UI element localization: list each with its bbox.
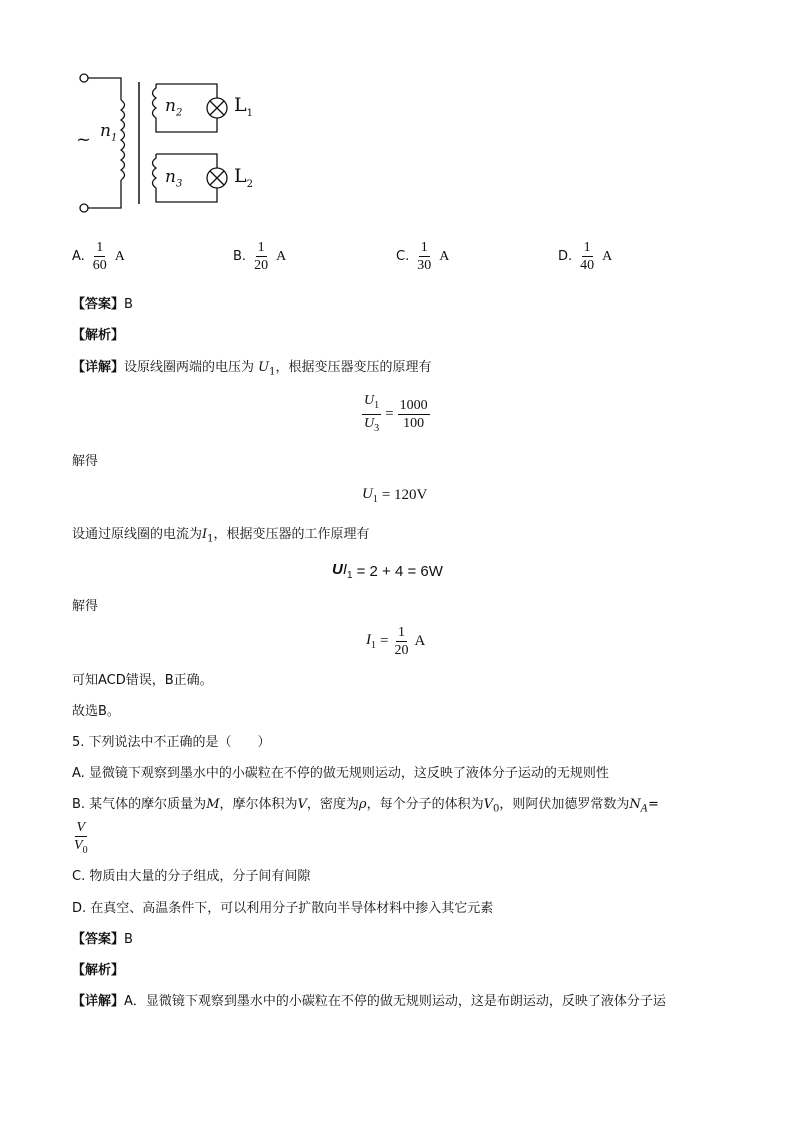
option-letter: A. <box>72 249 85 264</box>
q5-option-d: D. 在真空、高温条件下，可以利用分子扩散向半导体材料中掺入其它元素 <box>72 901 494 916</box>
option-letter: B. <box>233 249 247 264</box>
q5-detail-line: 【详解】A．显微镜下观察到墨水中的小碳粒在不停的做无规则运动，这是布朗运动，反映了液体分子运 <box>72 994 666 1009</box>
q5-option-b-fraction: $\frac{V}{V_0}$ <box>74 820 88 856</box>
q5-analysis-label: 【解析】 <box>72 963 125 978</box>
q4-conclusion: 可知ACD错误，B正确。 <box>72 673 213 688</box>
primary-turns-label: $n_1$ <box>100 121 118 144</box>
option-unit: A <box>439 248 450 264</box>
q5-option-b: B. 某气体的摩尔质量为M，摩尔体积为V，密度为ρ，每个分子的体积为$V_0$，则阿伏加德罗常数为$N_A=$ <box>72 797 659 815</box>
secondary-top-coil <box>153 84 157 124</box>
option-fraction: $\frac{1}{30}$ <box>417 240 432 273</box>
option-fraction: $\frac{1}{20}$ <box>254 240 269 273</box>
input-terminal-top <box>80 74 88 82</box>
q5-option-a: A. 显微镜下观察到墨水中的小碳粒在不停的做无规则运动，这反映了液体分子运动的无规则性 <box>72 766 609 781</box>
q4-analysis-label: 【解析】 <box>72 328 125 343</box>
transformer-circuit-diagram <box>60 62 280 222</box>
q4-solve-label-2: 解得 <box>72 599 99 614</box>
option-fraction: $\frac{1}{60}$ <box>92 240 107 273</box>
secondary-bottom-turns-label: $n_3$ <box>165 167 183 190</box>
option-letter: D. <box>558 249 573 264</box>
q4-equation-2: $U_1$ = 120V <box>362 486 428 505</box>
option-unit: A <box>114 248 125 264</box>
q4-equation-3: $UI_1$ = 2 + 4 = 6W <box>332 561 443 581</box>
q5-stem: 5. 下列说法中不正确的是（ ） <box>72 735 271 750</box>
option-b <box>233 240 286 273</box>
q4-solve-label-1: 解得 <box>72 454 99 469</box>
option-a <box>72 240 125 273</box>
lamp-l1-icon <box>207 98 227 118</box>
q4-answer: 【答案】B <box>72 297 133 312</box>
lamp-l1-label: $L_1$ <box>234 94 253 119</box>
option-letter: C. <box>396 249 410 264</box>
q5-option-c: C. 物质由大量的分子组成，分子间有间隙 <box>72 869 311 884</box>
option-fraction: $\frac{1}{40}$ <box>580 240 595 273</box>
primary-coil <box>121 100 125 180</box>
q4-detail-line-2: 设通过原线圈的电流为$I_1$，根据变压器的工作原理有 <box>72 527 370 545</box>
option-unit: A <box>276 248 287 264</box>
q4-choice: 故选B。 <box>72 704 120 719</box>
option-d <box>558 240 612 273</box>
q4-equation-1: $\frac{U_1}{U_3}$ = $\frac{1000}{100}$ <box>364 393 428 434</box>
secondary-bottom-coil <box>153 154 157 194</box>
lamp-l2-label: $L_2$ <box>234 165 253 190</box>
q4-detail-line-1: 【详解】设原线圈两端的电压为 $U_1$，根据变压器变压的原理有 <box>72 360 432 378</box>
lamp-l2-icon <box>207 168 227 188</box>
q4-equation-4: $I_1$ = $\frac{1}{20}$ A <box>366 625 426 658</box>
secondary-top-turns-label: $n_2$ <box>165 96 183 119</box>
input-terminal-bottom <box>80 204 88 212</box>
option-c <box>396 240 449 273</box>
option-unit: A <box>602 248 613 264</box>
q5-answer: 【答案】B <box>72 932 133 947</box>
ac-source-symbol: ~ <box>76 129 92 150</box>
